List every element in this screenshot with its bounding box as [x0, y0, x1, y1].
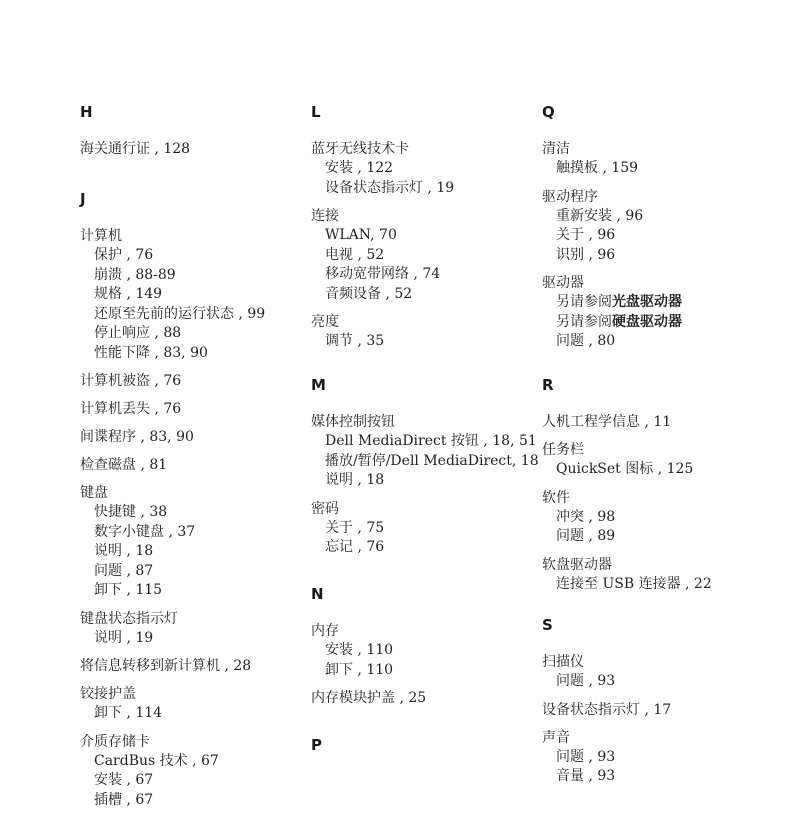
- index-subterm: Dell MediaDirect 按钮 , 18, 51: [325, 433, 537, 449]
- index-term: 软件: [542, 489, 570, 506]
- index-entry: [542, 488, 767, 547]
- index-term: 密码: [311, 500, 339, 517]
- index-term: 扫描仪: [542, 654, 584, 670]
- index-subterm: 冲突 , 98: [556, 508, 616, 525]
- index-subterm: CardBus 技术 , 67: [94, 752, 219, 769]
- index-entry: [311, 139, 536, 198]
- index-subterm: 说明 , 19: [94, 629, 154, 646]
- index-entry: [311, 206, 536, 304]
- index-subterm: 设备状态指示灯 , 19: [325, 179, 455, 196]
- index-entry: [80, 226, 305, 363]
- index-section: [311, 375, 539, 566]
- index-entry: [311, 688, 536, 708]
- index-term: 软盘驱动器: [542, 556, 612, 573]
- index-entry: [311, 412, 539, 491]
- index-entry: [542, 273, 767, 352]
- section-letter: N: [311, 585, 324, 603]
- index-entry: [80, 455, 305, 475]
- index-subterm: 数字小键盘 , 37: [94, 523, 196, 540]
- section-letter: H: [80, 103, 93, 121]
- index-term: 声音: [542, 729, 570, 746]
- index-entry: [80, 656, 305, 676]
- see-also-reference: 光盘驱动器: [612, 294, 682, 310]
- index-subterm: 安装 , 122: [325, 160, 394, 176]
- index-subterm: 忘记 , 76: [325, 539, 385, 555]
- section-letter: J: [80, 190, 86, 208]
- index-term: 内存: [311, 623, 339, 639]
- index-term: 计算机被盗 , 76: [80, 373, 182, 389]
- index-subterm: 安装 , 67: [94, 772, 154, 788]
- index-subterm: 规格 , 149: [94, 286, 163, 302]
- index-subterm: 播放/暂停/Dell MediaDirect, 18: [325, 452, 539, 469]
- index-subterm: 问题 , 93: [556, 748, 616, 765]
- index-subterm: QuickSet 图标 , 125: [556, 461, 694, 477]
- index-entry: [311, 312, 536, 352]
- index-entry: [80, 139, 305, 159]
- section-letter: R: [542, 376, 554, 394]
- index-subterm: 安装 , 110: [325, 642, 394, 658]
- index-term: 清洁: [542, 141, 570, 157]
- index-entry: [80, 684, 305, 724]
- index-subterm: 问题 , 93: [556, 673, 616, 689]
- index-subterm: 说明 , 18: [94, 543, 154, 559]
- index-subterm: 还原至先前的运行状态 , 99: [94, 305, 266, 322]
- index-subterm: 重新安装 , 96: [556, 207, 644, 224]
- see-also-prefix: 另请参阅: [556, 313, 612, 330]
- index-subterm: 性能下降 , 83, 90: [94, 344, 208, 361]
- index-section: [311, 735, 536, 772]
- index-subterm: 问题 , 80: [556, 333, 616, 349]
- index-entry: [80, 609, 305, 649]
- index-subterm: 移动宽带网络 , 74: [325, 266, 441, 282]
- index-subterm: 说明 , 18: [325, 472, 385, 488]
- section-letter: L: [311, 103, 321, 121]
- index-entry: [542, 187, 767, 266]
- index-term: 设备状态指示灯 , 17: [542, 701, 672, 718]
- index-term: 连接: [311, 208, 339, 224]
- index-subterm: 卸下 , 115: [94, 582, 163, 598]
- index-entry: [542, 139, 767, 179]
- index-term: 人机工程学信息 , 11: [542, 414, 672, 430]
- index-term: 驱动程序: [542, 188, 598, 205]
- index-entry: [542, 700, 767, 720]
- index-subterm: 音频设备 , 52: [325, 285, 413, 302]
- index-term: 驱动器: [542, 275, 584, 291]
- index-term: 亮度: [311, 314, 339, 330]
- index-term: 介质存储卡: [80, 733, 150, 750]
- index-subterm: [542, 293, 767, 313]
- index-term: 蓝牙无线技术卡: [311, 141, 409, 157]
- index-subterm: 问题 , 87: [94, 562, 154, 579]
- index-subterm: 卸下 , 114: [94, 705, 163, 721]
- index-term: 将信息转移到新计算机 , 28: [80, 658, 252, 674]
- index-term: 间谍程序 , 83, 90: [80, 429, 194, 445]
- index-term: 任务栏: [542, 442, 584, 458]
- index-term: 计算机: [80, 228, 122, 244]
- index-term: 内存模块护盖 , 25: [311, 690, 427, 706]
- index-term: 键盘: [80, 485, 108, 501]
- index-entry: [542, 555, 767, 595]
- index-subterm: 音量 , 93: [556, 768, 616, 784]
- index-term: 检查磁盘 , 81: [80, 457, 168, 473]
- index-entry: [542, 440, 767, 480]
- index-subterm: 触摸板 , 159: [556, 160, 639, 176]
- index-section: [542, 102, 767, 360]
- index-subterm: 关于 , 96: [556, 227, 616, 243]
- index-entry: [311, 621, 536, 680]
- index-term: 键盘状态指示灯: [80, 610, 178, 627]
- index-subterm: 连接至 USB 连接器 , 22: [556, 575, 712, 592]
- section-letter: S: [542, 616, 553, 634]
- index-subterm: WLAN, 70: [325, 227, 397, 243]
- index-term: 计算机丢失 , 76: [80, 401, 182, 417]
- index-entry: [80, 399, 305, 419]
- see-also-prefix: 另请参阅: [556, 294, 612, 310]
- index-entry: [80, 732, 305, 811]
- index-entry: [542, 728, 767, 787]
- index-entry: [311, 499, 536, 558]
- index-subterm: 崩溃 , 88-89: [94, 266, 176, 283]
- index-section: [311, 584, 536, 716]
- index-subterm: 快捷键 , 38: [94, 504, 168, 520]
- index-entry: [542, 412, 767, 432]
- index-subterm: 保护 , 76: [94, 247, 154, 263]
- index-section: [80, 189, 305, 818]
- index-term: 海关通行证 , 128: [80, 141, 191, 157]
- index-section: [542, 375, 767, 602]
- section-letter: P: [311, 736, 322, 754]
- index-subterm: [542, 313, 767, 333]
- index-entry: [80, 427, 305, 447]
- index-entry: [80, 483, 305, 601]
- index-subterm: 停止响应 , 88: [94, 325, 182, 341]
- index-subterm: 识别 , 96: [556, 246, 616, 263]
- index-term: 铰接护盖: [80, 686, 136, 702]
- index-subterm: 调节 , 35: [325, 333, 385, 349]
- section-letter: M: [311, 376, 326, 394]
- index-subterm: 卸下 , 110: [325, 661, 394, 678]
- index-entry: [80, 371, 305, 391]
- index-section: [80, 102, 305, 167]
- see-also-reference: 硬盘驱动器: [612, 313, 682, 330]
- index-section: [311, 102, 536, 360]
- index-subterm: 关于 , 75: [325, 519, 385, 536]
- index-subterm: 电视 , 52: [325, 246, 385, 263]
- index-entry: [542, 652, 767, 692]
- index-term: 媒体控制按钮: [311, 414, 395, 430]
- index-subterm: 插槽 , 67: [94, 791, 154, 808]
- index-subterm: 问题 , 89: [556, 528, 616, 544]
- section-letter: Q: [542, 103, 555, 121]
